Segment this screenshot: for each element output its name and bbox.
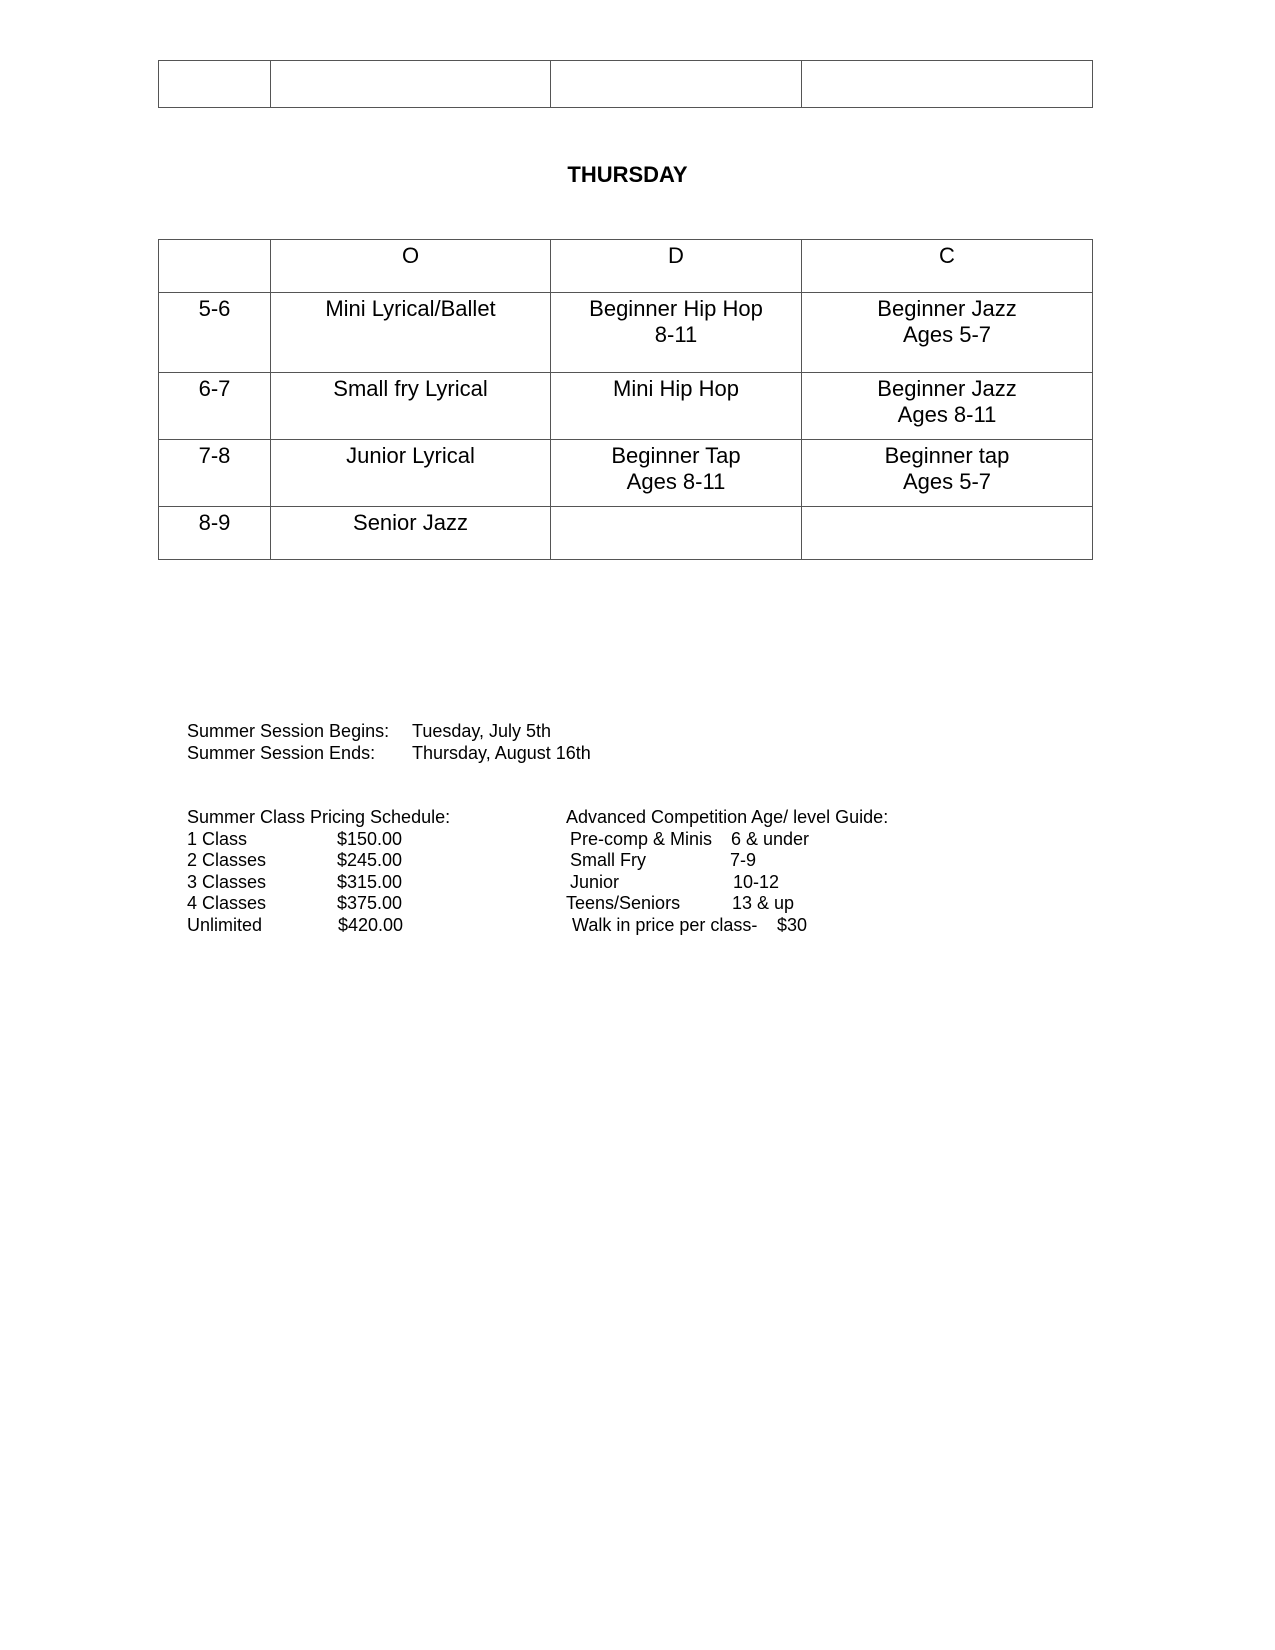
pricing-price: $420.00 — [338, 914, 404, 935]
session-ends-label: Summer Session Ends: — [187, 742, 376, 763]
header-cell-d: D — [551, 240, 802, 293]
list-item — [187, 872, 487, 894]
session-ends-value: Thursday, August 16th — [412, 742, 591, 763]
list-item — [187, 850, 487, 872]
class-cell: Beginner Hip Hop 8-11 — [551, 293, 802, 373]
age-guide-label: Pre-comp & Minis — [570, 828, 713, 849]
class-cell — [551, 507, 802, 560]
pricing-schedule — [187, 807, 487, 936]
pricing-label: 4 Classes — [187, 893, 267, 913]
walk-in-value: $30 — [777, 914, 808, 935]
class-cell: Beginner Jazz Ages 5-7 — [802, 293, 1093, 373]
time-cell: 6-7 — [159, 373, 271, 440]
pricing-title: Summer Class Pricing Schedule: — [187, 807, 451, 827]
table-row — [159, 61, 1093, 108]
header-cell-time — [159, 240, 271, 293]
pricing-price: $150.00 — [337, 828, 403, 849]
age-guide-label: Junior — [570, 871, 620, 892]
pricing-label: 3 Classes — [187, 871, 267, 892]
table-cell — [802, 61, 1093, 108]
age-guide-label: Small Fry — [570, 850, 646, 870]
table-row — [159, 507, 1093, 560]
walk-in-label: Walk in price per class- — [572, 914, 758, 935]
age-guide-value: 13 & up — [732, 893, 795, 913]
list-item — [187, 915, 487, 937]
pricing-price: $245.00 — [337, 850, 403, 870]
schedule-header-row — [159, 240, 1093, 293]
list-item — [566, 829, 966, 851]
header-cell-c: C — [802, 240, 1093, 293]
age-guide-title: Advanced Competition Age/ level Guide: — [566, 807, 889, 827]
class-cell: Small fry Lyrical — [271, 373, 551, 440]
table-row — [159, 373, 1093, 440]
age-guide-label: Teens/Seniors — [566, 893, 681, 913]
pricing-price: $315.00 — [337, 871, 403, 892]
time-cell: 8-9 — [159, 507, 271, 560]
class-cell: Beginner tap Ages 5-7 — [802, 440, 1093, 507]
top-empty-table — [158, 60, 1093, 108]
list-item — [187, 829, 487, 851]
pricing-price: $375.00 — [337, 893, 403, 913]
schedule-table — [158, 239, 1093, 560]
class-cell — [802, 507, 1093, 560]
table-cell — [271, 61, 551, 108]
list-item — [566, 915, 966, 937]
list-item — [566, 850, 966, 872]
table-cell — [551, 61, 802, 108]
age-level-guide — [566, 807, 966, 936]
list-item — [566, 872, 966, 894]
pricing-label: 1 Class — [187, 828, 248, 849]
class-cell: Senior Jazz — [271, 507, 551, 560]
pricing-label: Unlimited — [187, 914, 263, 935]
day-title: THURSDAY — [567, 162, 688, 187]
list-item — [566, 893, 966, 915]
session-dates — [187, 721, 687, 764]
class-cell: Beginner Jazz Ages 8-11 — [802, 373, 1093, 440]
class-cell: Mini Lyrical/Ballet — [271, 293, 551, 373]
class-cell: Mini Hip Hop — [551, 373, 802, 440]
table-cell — [159, 61, 271, 108]
list-item — [187, 893, 487, 915]
age-guide-value: 7-9 — [730, 850, 757, 870]
session-begins-value: Tuesday, July 5th — [412, 721, 552, 741]
pricing-label: 2 Classes — [187, 850, 267, 870]
table-row — [159, 293, 1093, 373]
session-begins-label: Summer Session Begins: — [187, 721, 390, 741]
class-cell: Beginner Tap Ages 8-11 — [551, 440, 802, 507]
age-guide-value: 6 & under — [731, 828, 810, 849]
table-row — [159, 440, 1093, 507]
age-guide-value: 10-12 — [733, 871, 780, 892]
class-cell: Junior Lyrical — [271, 440, 551, 507]
time-cell: 5-6 — [159, 293, 271, 373]
time-cell: 7-8 — [159, 440, 271, 507]
header-cell-o: O — [271, 240, 551, 293]
